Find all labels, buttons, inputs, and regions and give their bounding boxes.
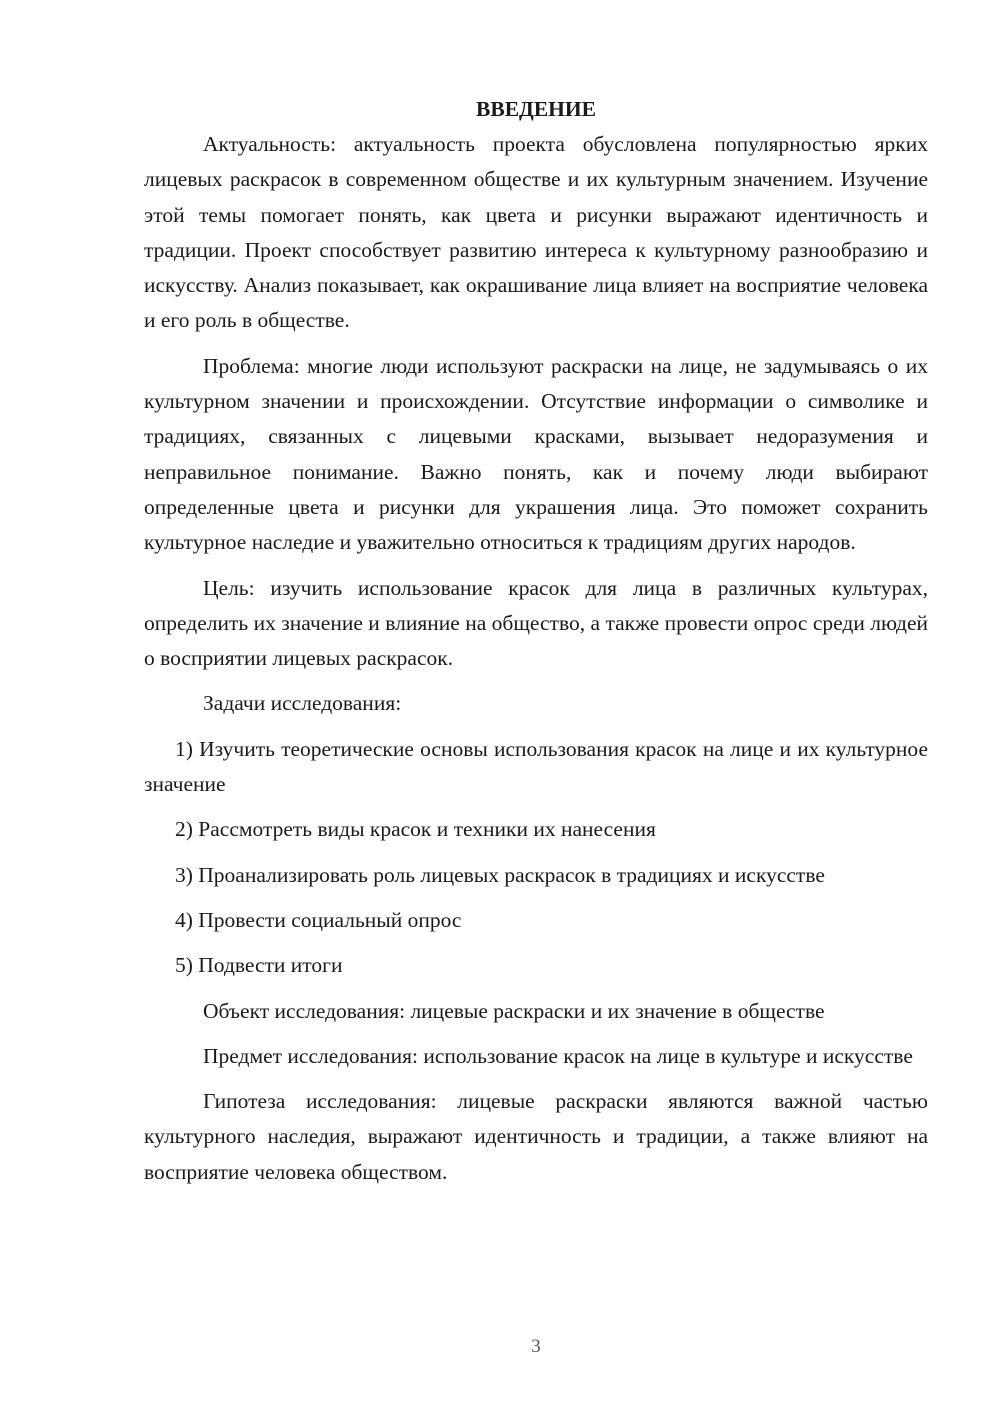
task-item-4: 4) Провести социальный опрос — [175, 907, 462, 932]
task-item-1: 1) Изучить теоретические основы использования красок на лице и их культурное значение — [144, 736, 928, 797]
page-title: ВВЕДЕНИЕ — [476, 97, 596, 121]
paragraph-tasks-heading: Задачи исследования: — [203, 691, 402, 716]
page-number: 3 — [531, 1336, 541, 1357]
paragraph-goal: Цель: изучить использование красок для лица в различных культурах, определить их значение и влияние на общество, а также провести опрос среди людей о восприятии лицевых раскрасок. — [144, 575, 928, 671]
paragraph-relevance: Актуальность: актуальность проекта обусловлена популярностью ярких лицевых раскрасок в современном обществе и их культурным значением. Изучение этой темы помогает понять, как цвета и рисунки выражают идентичность и традиции. Проект способствует развитию интереса к культурному разнообразию и искусству. Анализ показывает, как окрашивание лица влияет на восприятие человека и его роль в обществе. — [144, 132, 928, 333]
page-content — [144, 92, 928, 1190]
task-item-2: 2) Рассмотреть виды красок и техники их нанесения — [175, 817, 656, 842]
task-item-3: 3) Проанализировать роль лицевых раскрасок в традициях и искусстве — [175, 862, 825, 887]
paragraph-hypothesis: Гипотеза исследования: лицевые раскраски являются важной частью культурного наследия, выражают идентичность и традиции, а также влияют на восприятие человека обществом. — [144, 1089, 928, 1184]
paragraph-subject: Предмет исследования: использование красок на лице в культуре и искусстве — [203, 1043, 913, 1068]
paragraph-problem: Проблема: многие люди используют раскраски на лице, не задумываясь о их культурном значении и происхождении. Отсутствие информации о символике и традициях, связанных с лицевыми красками, вызывает недоразумения и неправильное понимание. Важно понять, как и почему люди выбирают определенные цвета и рисунки для украшения лица. Это поможет сохранить культурное наследие и уважительно относиться к традициям других народов. — [144, 353, 928, 555]
paragraph-object: Объект исследования: лицевые раскраски и их значение в обществе — [203, 998, 825, 1023]
task-item-5: 5) Подвести итоги — [175, 953, 343, 978]
